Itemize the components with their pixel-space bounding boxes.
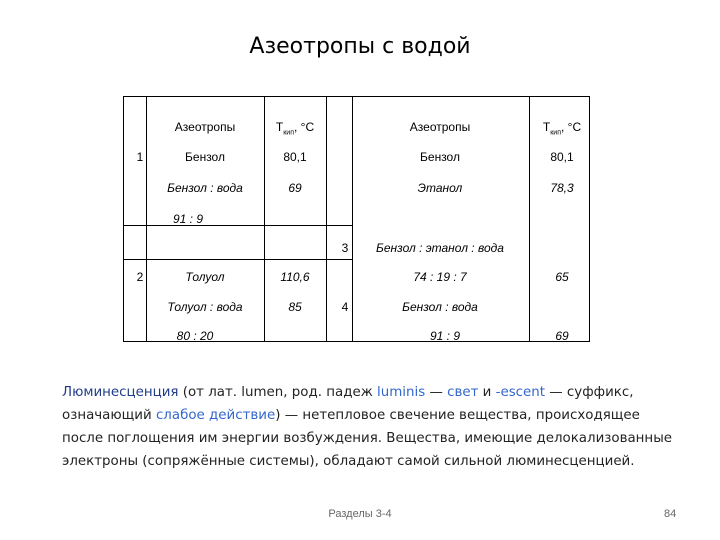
para-text-2: lumen xyxy=(241,385,284,400)
col-line-3 xyxy=(326,96,327,342)
term-luminescence: Люминесценция xyxy=(62,385,179,400)
cell-ternary-t: 65 xyxy=(555,270,569,284)
row-number-2: 2 xyxy=(136,270,144,284)
cell-benzene-right-t: 80,1 xyxy=(550,150,574,164)
cell-benzene-water-2: Бензол : вода xyxy=(402,300,478,314)
header-tboil-right: $T_{кип}$, °С xyxy=(542,120,582,137)
header-azeotropes-right: Азеотропы xyxy=(409,120,471,134)
para-text-5: — xyxy=(425,385,448,400)
cell-toluene: Толуол xyxy=(185,270,225,284)
para-text-9: — суффикс, означающий xyxy=(62,385,634,423)
cell-toluene-t: 110,6 xyxy=(280,270,310,284)
para-text-7: и xyxy=(478,385,496,400)
cell-ratio-91-9-b: 91 : 9 xyxy=(429,329,461,343)
para-text-3: , род. падеж xyxy=(283,385,378,400)
col-line-2 xyxy=(264,96,265,342)
cell-benzene: Бензол xyxy=(185,150,225,164)
cell-benzene-t: 80,1 xyxy=(283,150,307,164)
luminescence-paragraph xyxy=(62,381,672,473)
link-weak-action[interactable]: слабое действие xyxy=(155,408,276,423)
cell-ratio-91-9: 91 : 9 xyxy=(172,212,204,226)
cell-benzene-water-t: 69 xyxy=(288,181,302,195)
cell-benzene-water: Бензол : вода xyxy=(167,181,243,195)
row-line-2 xyxy=(123,259,352,260)
cell-ethanol-t: 78,3 xyxy=(550,181,574,195)
col-line-5 xyxy=(529,96,530,342)
col-line-1 xyxy=(146,96,147,342)
cell-benzene-water-2-t: 69 xyxy=(555,329,569,343)
footer-section: Разделы 3-4 xyxy=(328,508,392,520)
cell-toluene-water: Толуол : вода xyxy=(167,300,243,314)
cell-ratio-80-20: 80 : 20 xyxy=(176,329,214,343)
header-azeotropes-left: Азеотропы xyxy=(174,120,236,134)
col-line-4 xyxy=(352,96,353,342)
slide-title: Азеотропы с водой xyxy=(249,34,471,59)
cell-benzene-right: Бензол xyxy=(420,150,460,164)
row-number-1: 1 xyxy=(136,150,144,164)
cell-toluene-water-t: 85 xyxy=(288,300,302,314)
cell-ternary-ratio: 74 : 19 : 7 xyxy=(413,270,467,284)
header-tboil-left: $T_{кип}$, °С xyxy=(275,120,315,137)
link-escent[interactable]: -escent xyxy=(495,385,546,400)
row-line-1 xyxy=(123,225,352,226)
cell-ethanol: Этанол xyxy=(417,181,463,195)
row-number-4: 4 xyxy=(341,300,349,314)
para-text-11: ) — нетепловое свечение вещества, происходящее после поглощения им энергии возбуждения. Вещества, имеющие делокализованные электроны (сопряжённые системы), обладают самой сильной люминесценцией. xyxy=(62,408,672,469)
link-luminis[interactable]: luminis xyxy=(377,385,426,400)
cell-ternary: Бензол : этанол : вода xyxy=(376,241,504,255)
para-text-1: (от лат. xyxy=(178,385,242,400)
link-svet[interactable]: свет xyxy=(447,385,479,400)
page-number: 84 xyxy=(664,508,677,520)
row-number-3: 3 xyxy=(341,241,349,255)
